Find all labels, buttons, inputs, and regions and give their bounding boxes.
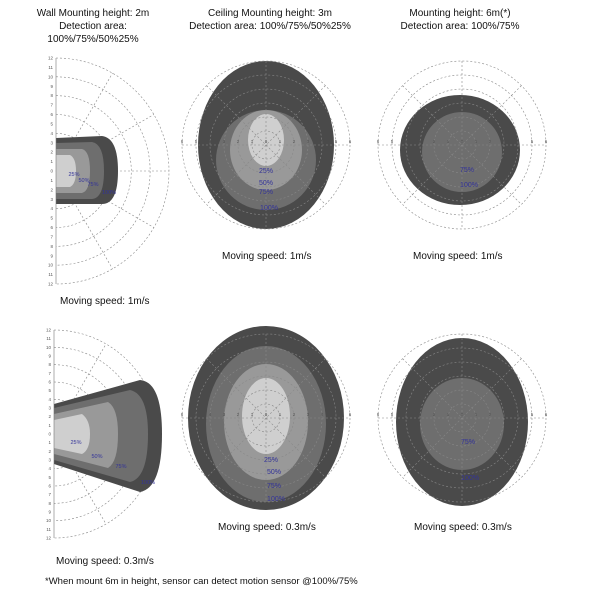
axis-tick-label: 5 xyxy=(390,139,394,144)
axis-tick-label: 4 xyxy=(48,466,51,472)
axis-tick-label: 12 xyxy=(47,281,53,287)
axis-tick-label: 2 xyxy=(292,412,296,417)
axis-tick-label: 4 xyxy=(516,412,520,417)
axis-tick-label: 1 xyxy=(278,412,282,417)
axis-tick-label: 5 xyxy=(530,139,534,144)
axis-tick-label: 10 xyxy=(47,74,53,80)
axis-tick-label: 1 xyxy=(50,177,53,183)
speed-label-r1-wall: Moving speed: 1m/s xyxy=(60,296,150,307)
six-m-detection-diagram-03ms xyxy=(372,328,552,508)
axis-tick-label: 0 xyxy=(50,168,53,174)
zone-label-p25: 25% xyxy=(263,457,279,464)
axis-tick-label: 6 xyxy=(544,139,548,144)
six-m-mount-caption xyxy=(385,7,535,33)
axis-tick-label: 3 xyxy=(222,412,226,417)
axis-tick-label: 0 xyxy=(264,412,268,417)
axis-tick-label: 3 xyxy=(48,457,51,463)
axis-tick-label: 10 xyxy=(45,344,51,350)
axis-tick-label: 5 xyxy=(48,474,51,480)
axis-tick-label: 3 xyxy=(222,139,226,144)
zone-label-p100: 100% xyxy=(260,205,278,212)
axis-tick-label: 9 xyxy=(48,353,51,359)
axis-tick-label: 5 xyxy=(390,412,394,417)
axis-tick-label: 8 xyxy=(48,362,51,368)
axis-tick-label: 6 xyxy=(348,139,352,144)
axis-tick-label: 6 xyxy=(48,379,51,385)
axis-tick-label: 4 xyxy=(50,206,53,212)
axis-tick-label: 6 xyxy=(50,225,53,230)
axis-tick-label: 12 xyxy=(45,535,51,541)
axis-tick-label: 0 xyxy=(460,412,464,417)
axis-tick-label: 5 xyxy=(334,139,338,144)
speed-label-r2-ceiling: Moving speed: 0.3m/s xyxy=(218,522,316,533)
speed-label-r1-ceiling: Moving speed: 1m/s xyxy=(222,251,312,262)
axis-tick-label: 12 xyxy=(45,327,51,333)
six-m-detection-diagram-1ms xyxy=(372,60,552,230)
axis-tick-label: 6 xyxy=(544,412,548,417)
axis-tick-label: 4 xyxy=(516,139,520,144)
wall-detection-diagram-1ms xyxy=(0,50,180,290)
zone-label-p50: 50% xyxy=(91,454,103,460)
coverage-zones xyxy=(54,380,162,492)
axis-tick-label: 1 xyxy=(48,440,51,446)
axis-tick-label: 8 xyxy=(48,500,51,506)
axis-tick-label: 6 xyxy=(180,412,184,417)
axis-tick-label: 7 xyxy=(50,102,53,108)
footnote: *When mount 6m in height, sensor can detect motion sensor @100%/75% xyxy=(45,576,358,587)
axis-tick-label: 6 xyxy=(48,483,51,489)
axis-tick-label: 10 xyxy=(45,518,51,524)
zone-label-p50: 50% xyxy=(258,180,274,187)
coverage-zone-25 xyxy=(56,155,76,187)
axis-tick-label: 1 xyxy=(48,422,51,428)
axis-tick-label: 3 xyxy=(306,139,310,144)
axis-tick-label: 2 xyxy=(432,139,436,144)
coverage-zone-25 xyxy=(54,414,90,454)
axis-tick-label: 5 xyxy=(50,121,53,127)
axis-tick-label: 2 xyxy=(48,414,51,420)
axis-tick-label: 4 xyxy=(404,412,408,417)
axis-tick-label: 11 xyxy=(46,526,51,532)
axis-tick-label: 6 xyxy=(348,412,352,417)
ceiling-detection-diagram-1ms xyxy=(176,60,356,230)
axis-tick-label: 1 xyxy=(446,139,450,144)
axis-tick-label: 11 xyxy=(48,272,53,278)
axis-tick-label: 1 xyxy=(474,412,478,417)
axis-tick-label: 4 xyxy=(320,139,324,144)
zone-label-p25: 25% xyxy=(68,172,80,178)
axis-tick-label: 6 xyxy=(50,112,53,117)
axis-tick-label: 4 xyxy=(404,139,408,144)
zone-label-p50: 50% xyxy=(266,469,282,476)
zone-label-p75: 75% xyxy=(87,182,99,188)
axis-tick-label: 0 xyxy=(460,139,464,144)
speed-label-r1-six: Moving speed: 1m/s xyxy=(413,251,503,262)
axis-tick-label: 7 xyxy=(50,234,53,240)
axis-tick-label: 3 xyxy=(418,139,422,144)
wall-detection-diagram-03ms xyxy=(0,322,180,547)
axis-tick-label: 1 xyxy=(446,412,450,417)
axis-tick-label: 2 xyxy=(50,187,53,193)
axis-tick-label: 6 xyxy=(376,412,380,417)
zone-label-p75: 75% xyxy=(258,189,274,196)
zone-label-p100: 100% xyxy=(460,182,478,189)
axis-tick-label: 3 xyxy=(418,412,422,417)
axis-tick-label: 3 xyxy=(50,196,53,202)
axis-tick-label: 2 xyxy=(432,412,436,417)
axis-tick-label: 5 xyxy=(334,412,338,417)
wall-detection-percent-label: 100%/75%/50%25% xyxy=(47,34,139,45)
axis-tick-label: 0 xyxy=(48,431,51,437)
axis-tick-label: 7 xyxy=(48,370,51,376)
ceiling-detection-diagram-03ms xyxy=(176,328,356,508)
zone-label-p100: 100% xyxy=(267,496,285,503)
ceiling-detection-area-label: Detection area: 100%/75%/50%25% xyxy=(189,21,351,32)
axis-tick-label: 8 xyxy=(50,93,53,99)
axis-tick-label: 8 xyxy=(50,243,53,249)
zone-label-p75: 75% xyxy=(460,439,476,446)
speed-label-r2-six: Moving speed: 0.3m/s xyxy=(414,522,512,533)
axis-tick-label: 4 xyxy=(208,139,212,144)
axis-tick-label: 0 xyxy=(264,139,268,144)
axis-tick-label: 6 xyxy=(376,139,380,144)
six-m-mount-height-label: Mounting height: 6m(*) xyxy=(409,8,511,19)
axis-tick-label: 2 xyxy=(236,139,240,144)
axis-tick-label: 12 xyxy=(47,55,53,61)
axis-tick-label: 4 xyxy=(48,396,51,402)
axis-tick-label: 4 xyxy=(50,130,53,136)
axis-tick-label: 2 xyxy=(50,149,53,155)
zone-label-p75: 75% xyxy=(115,464,127,470)
six-m-detection-area-label: Detection area: 100%/75% xyxy=(400,21,520,32)
speed-label-r2-wall: Moving speed: 0.3m/s xyxy=(56,556,154,567)
zone-label-p100: 100% xyxy=(140,480,156,486)
axis-tick-label: 1 xyxy=(474,139,478,144)
zone-label-p50: 50% xyxy=(78,178,90,184)
axis-tick-label: 2 xyxy=(236,412,240,417)
axis-tick-label: 11 xyxy=(48,64,53,70)
axis-tick-label: 9 xyxy=(50,253,53,259)
zone-label-p25: 25% xyxy=(70,440,82,446)
axis-tick-label: 5 xyxy=(48,388,51,394)
axis-tick-label: 4 xyxy=(320,412,324,417)
axis-tick-label: 9 xyxy=(50,83,53,89)
axis-tick-label: 1 xyxy=(250,412,254,417)
axis-tick-label: 6 xyxy=(180,139,184,144)
axis-tick-label: 3 xyxy=(502,139,506,144)
ceiling-mount-height-label: Ceiling Mounting height: 3m xyxy=(208,8,332,19)
zone-label-p100: 100% xyxy=(101,190,117,196)
axis-tick-label: 3 xyxy=(502,412,506,417)
axis-tick-label: 3 xyxy=(306,412,310,417)
zone-label-p100: 100% xyxy=(461,475,479,482)
axis-tick-label: 1 xyxy=(50,159,53,165)
axis-tick-label: 2 xyxy=(48,448,51,454)
axis-tick-label: 1 xyxy=(250,139,254,144)
axis-tick-label: 9 xyxy=(48,509,51,515)
zone-label-p75: 75% xyxy=(266,483,282,490)
axis-tick-label: 5 xyxy=(194,412,198,417)
axis-tick-label: 5 xyxy=(50,215,53,221)
axis-tick-label: 7 xyxy=(48,492,51,498)
axis-tick-label: 1 xyxy=(278,139,282,144)
axis-tick-label: 4 xyxy=(208,412,212,417)
wall-mount-caption xyxy=(18,7,168,46)
axis-tick-label: 11 xyxy=(46,336,51,342)
coverage-zone-75 xyxy=(422,112,502,192)
axis-tick-label: 5 xyxy=(530,412,534,417)
zone-label-p75: 75% xyxy=(459,167,475,174)
zone-label-p25: 25% xyxy=(258,168,274,175)
wall-mount-height-label: Wall Mounting height: 2m xyxy=(36,8,150,19)
axis-tick-label: 2 xyxy=(292,139,296,144)
ceiling-mount-caption xyxy=(180,7,360,33)
axis-tick-label: 2 xyxy=(488,139,492,144)
axis-tick-label: 3 xyxy=(48,405,51,411)
axis-tick-label: 2 xyxy=(488,412,492,417)
axis-tick-label: 3 xyxy=(50,140,53,146)
axis-tick-label: 5 xyxy=(194,139,198,144)
wall-detection-area-label: Detection area: xyxy=(59,21,127,32)
axis-tick-label: 10 xyxy=(47,262,53,268)
